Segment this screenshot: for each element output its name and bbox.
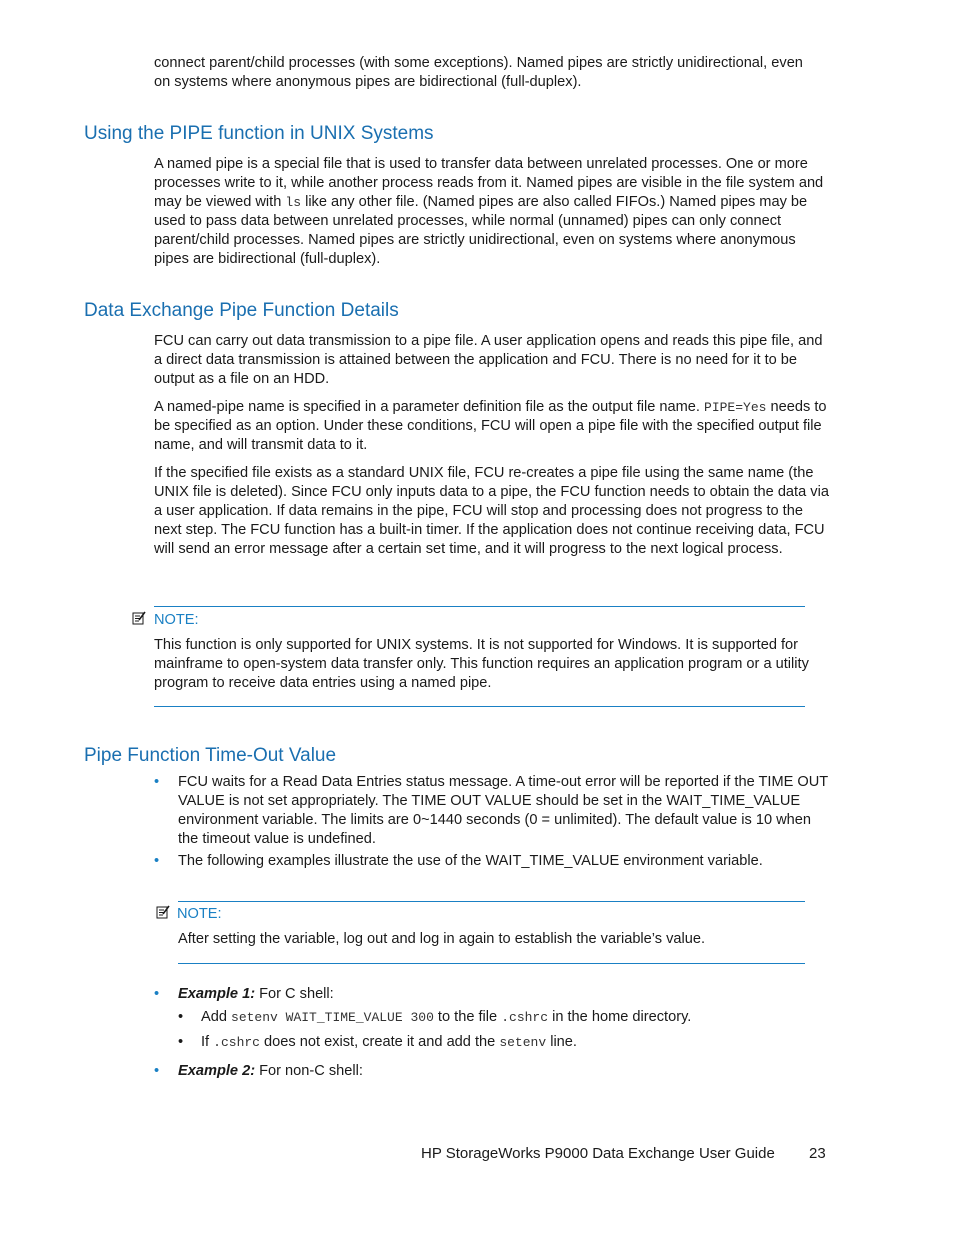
step-text: to the file [433, 1009, 502, 1025]
bullet-dot: • [178, 1034, 184, 1050]
note-pencil-icon [156, 905, 170, 919]
details-paragraph-1: FCU can carry out data transmission to a pipe file. A user application opens and reads this pipe file, and a direct data transmission is attained between the application and FCU. There is no need for it to be output as a file on an HDD. [154, 333, 823, 387]
bullet-dot: • [154, 986, 160, 1002]
section-heading-timeout: Pipe Function Time-Out Value [84, 745, 337, 766]
details-paragraph-3: If the specified file exists as a standard UNIX file, FCU re-creates a pipe file using the same name (the UNIX file is deleted). Since FCU only inputs data to a pipe, the FCU function needs to obtain the data via a user application. If data remains in the pipe, FCU will stop and processing does not progress to the next step. The FCU function has a built-in timer. If the application does not continue receiving data, FCU will send an error message after a certain set time, and it will progress to the next logical process. [154, 465, 829, 557]
inline-code-cshrc: .cshrc [501, 1010, 549, 1025]
intro-paragraph [154, 54, 830, 92]
timeout-bullet-2: The following examples illustrate the use of the WAIT_TIME_VALUE environment variable. [178, 853, 763, 869]
section-heading-pipe-unix: Using the PIPE function in UNIX Systems [84, 123, 434, 144]
note-top-rule [154, 606, 805, 607]
intro-line-1: connect parent/child processes (with some exceptions). Named pipes are strictly unidirectional, even [154, 55, 803, 71]
note-label: NOTE: [154, 612, 199, 628]
note-bottom-rule [178, 963, 805, 964]
example-2 [178, 1062, 363, 1081]
paragraph-text: needs to be specified as an option. Under these conditions, FCU will open a pipe file with the specified output file name, and will transmit data to it. [154, 399, 827, 453]
bullet-dot: • [154, 1063, 160, 1079]
paragraph-text: A named pipe is a special file that is used to transfer data between unrelated processes. One or more processes write to it, while another process reads from it. Named pipes are visible in the file system and may be viewed with [154, 156, 824, 210]
inline-code-pipe-yes: PIPE=Yes [704, 400, 767, 415]
bullet-dot: • [178, 1009, 184, 1025]
example-text: For C shell: [255, 986, 334, 1002]
inline-code-ls: ls [285, 195, 302, 210]
step-text: Add [201, 1009, 232, 1025]
step-text: line. [546, 1034, 577, 1050]
inline-code-setenv: setenv [499, 1035, 547, 1050]
example-label: Example 2: [178, 1063, 256, 1079]
bullet-dot: • [154, 853, 160, 869]
paragraph-text: A named-pipe name is specified in a parameter definition file as the output file name. [154, 399, 705, 415]
page-number: 23 [809, 1145, 826, 1162]
example-1-step-2 [201, 1033, 577, 1052]
footer-title: HP StorageWorks P9000 Data Exchange User Guide [421, 1145, 775, 1162]
example-label: Example 1: [178, 986, 256, 1002]
step-text: If [201, 1034, 214, 1050]
step-text: in the home directory. [548, 1009, 692, 1025]
section-pipe-unix-paragraph [154, 155, 830, 269]
note-label: NOTE: [177, 906, 222, 922]
timeout-bullet-1: FCU waits for a Read Data Entries status message. A time-out error will be reported if the TIME OUT VALUE is not set appropriately. The TIME OUT VALUE should be set in the WAIT_TIME_VALUE environment variable. The limits are 0~1440 seconds (0 = unlimited). The default value is 10 when the timeout value is undefined. [178, 774, 828, 847]
note-top-rule [178, 901, 805, 902]
bullet-dot: • [154, 774, 160, 790]
section-heading-pipe-details: Data Exchange Pipe Function Details [84, 300, 399, 321]
note-bottom-rule [154, 706, 805, 707]
intro-line-2: on systems where anonymous pipes are bidirectional (full-duplex). [154, 74, 582, 90]
inline-code-setenv: setenv WAIT_TIME_VALUE 300 [231, 1010, 434, 1025]
details-paragraph-2 [154, 398, 830, 455]
paragraph-text: like any other file. (Named pipes are also called FIFOs.) Named pipes may be used to pass data between unrelated processes, while normal (unnamed) pipes can only connect parent/child processes. Named pipes are strictly unidirectional, even on systems where anonymous pipes are bidirectional (full-duplex). [154, 194, 808, 267]
example-1-step-1 [201, 1008, 691, 1027]
note-text: After setting the variable, log out and log in again to establish the variable’s value. [178, 931, 706, 947]
example-text: For non-C shell: [255, 1063, 363, 1079]
inline-code-cshrc: .cshrc [213, 1035, 260, 1050]
note-text: This function is only supported for UNIX systems. It is not supported for Windows. It is supported for mainframe to open-system data transfer only. This function requires an application program or a utility program to receive data entries using a named pipe. [154, 637, 809, 691]
step-text: does not exist, create it and add the [259, 1034, 500, 1050]
note-pencil-icon [132, 611, 146, 625]
example-1 [178, 985, 334, 1004]
